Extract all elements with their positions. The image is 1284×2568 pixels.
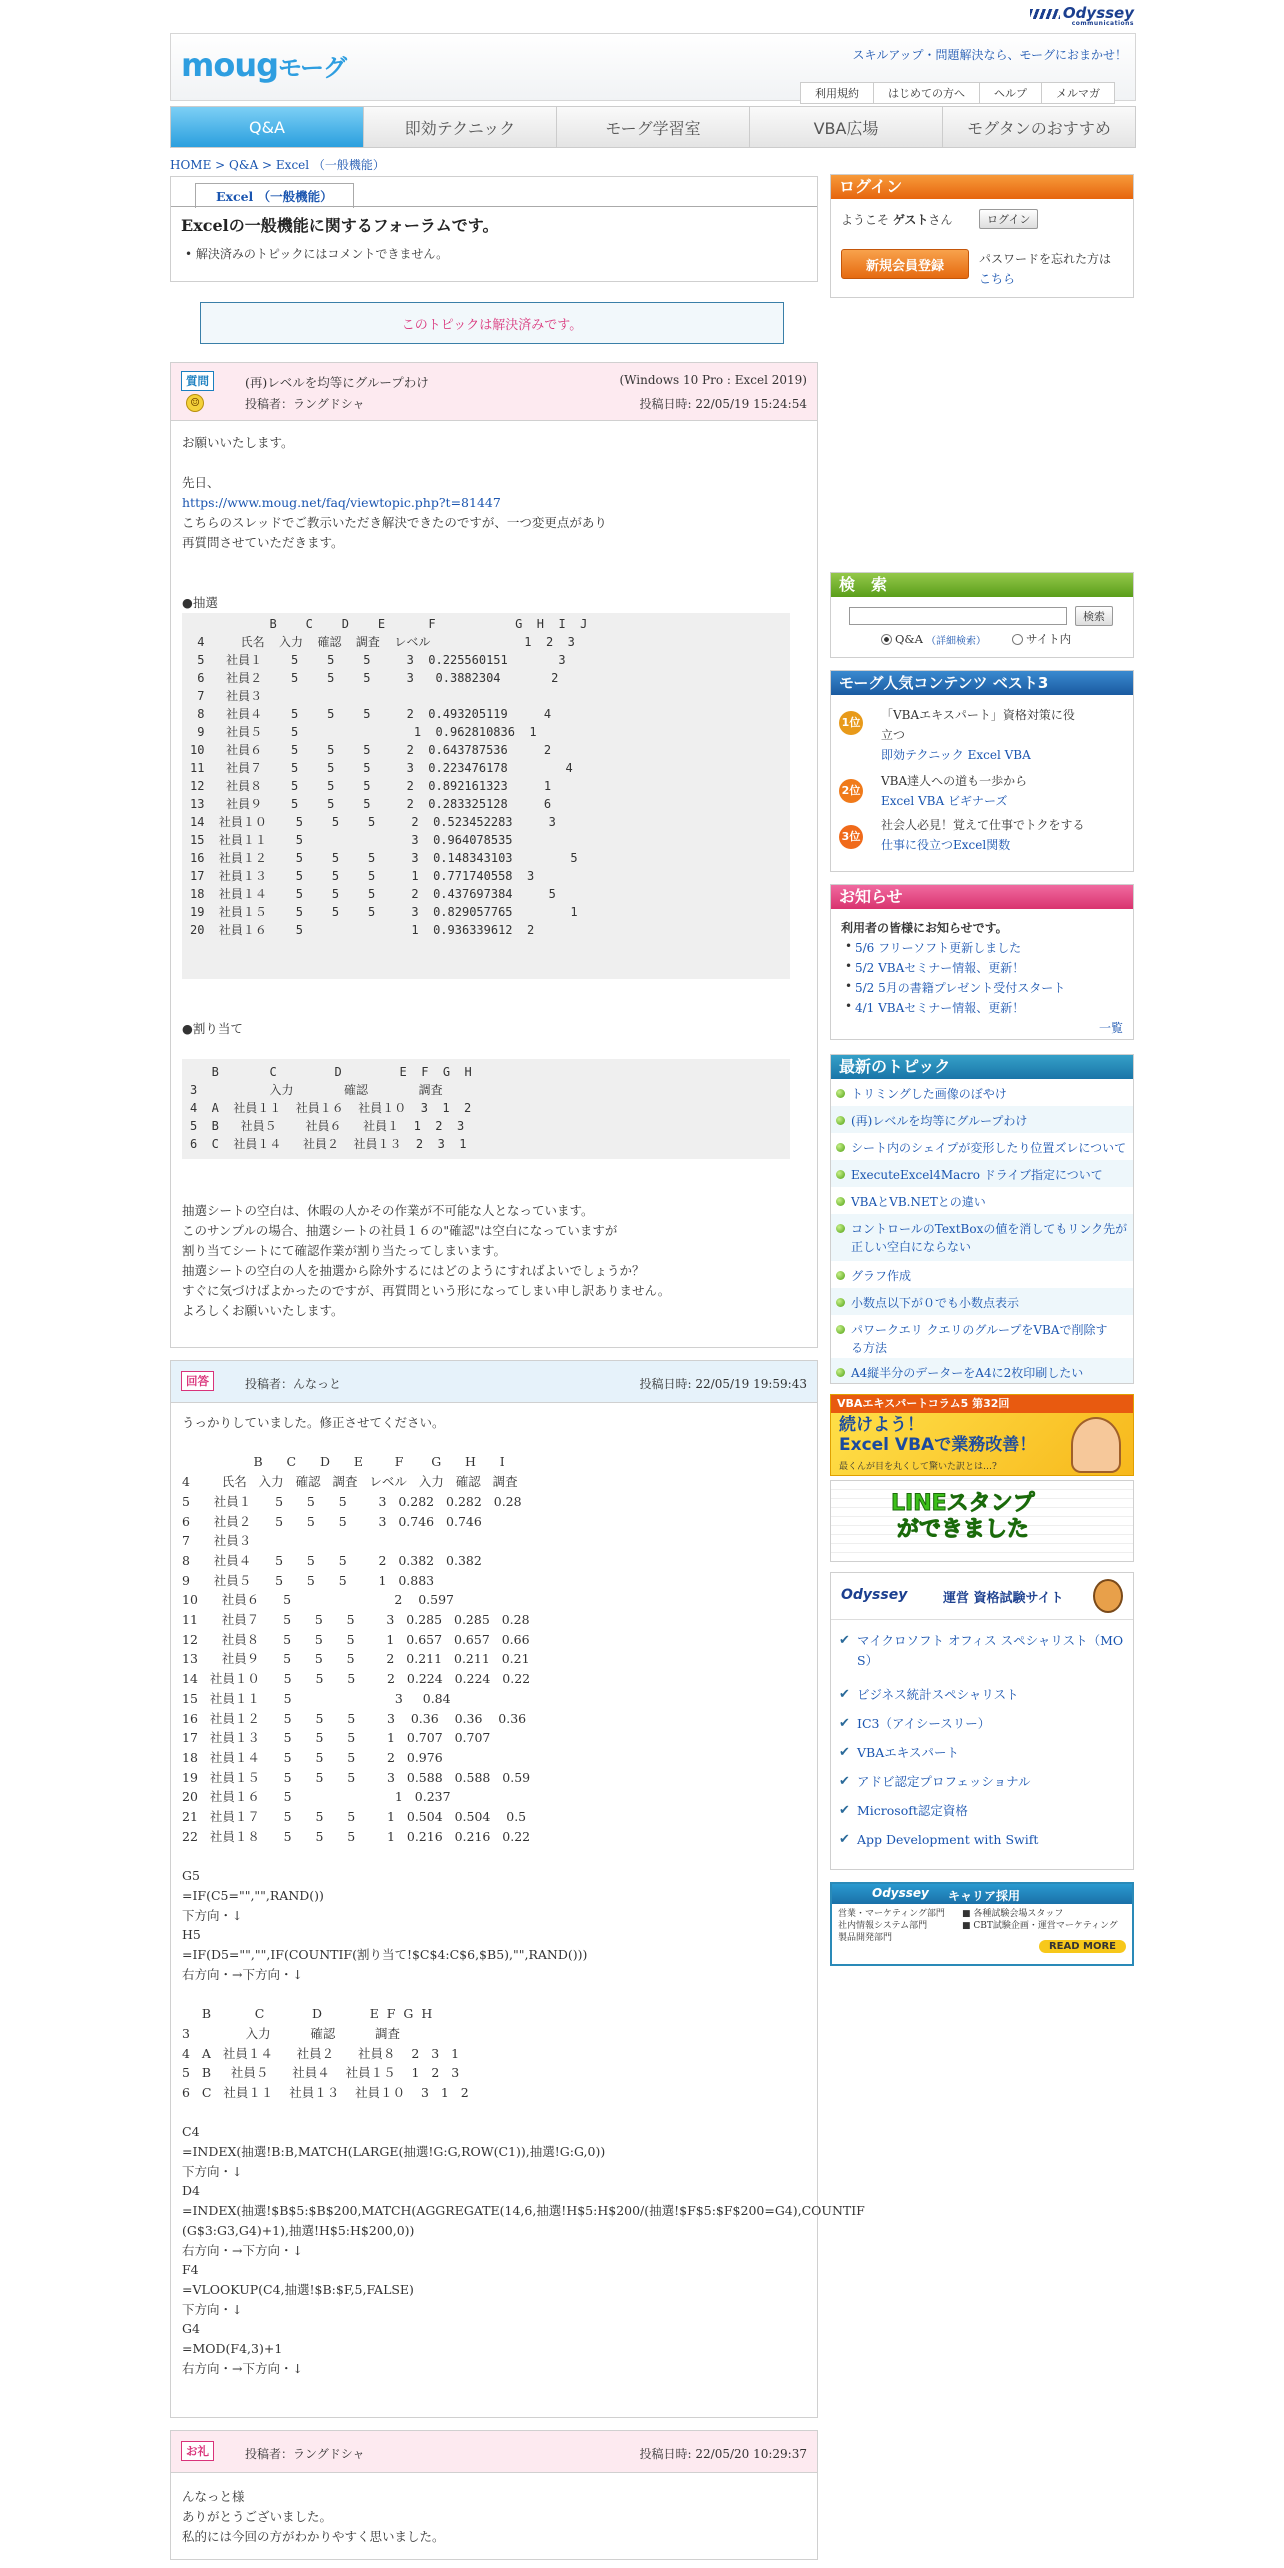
guest-name: ゲスト: [892, 213, 929, 227]
post-body-intro: お願いいたします。 先日、: [182, 435, 294, 490]
popular-link-3[interactable]: 仕事に役立つExcel関数: [881, 838, 1011, 852]
rank-2-icon: 2位: [839, 779, 863, 803]
cert-item[interactable]: ✔ App Development with Swift: [839, 1830, 1038, 1850]
career-banner[interactable]: Odyssey キャリア採用 営業・マーケティング部門 社内情報システム部門 製品開発部門 ■ 各種試験会場スタッフ ■ CBT試験企画・運営マーケティング READ MORE: [830, 1882, 1134, 1966]
answer-author: 投稿者：んなっと: [245, 1377, 342, 1391]
answer-badge: 回答: [181, 1371, 214, 1391]
topic-item[interactable]: (再)レベルを均等にグループわけ: [831, 1106, 1133, 1137]
link-help[interactable]: ヘルプ: [980, 83, 1042, 103]
topic-item[interactable]: トリミングした画像のぼやけ: [831, 1079, 1133, 1110]
post-environment: (Windows 10 Pro : Excel 2019): [619, 373, 807, 387]
link-beginners[interactable]: はじめての方へ: [874, 83, 980, 103]
resolved-banner: このトピックは解決済みです。: [200, 302, 784, 344]
topic-item[interactable]: 小数点以下が０でも小数点表示: [831, 1288, 1133, 1319]
thanks-author: 投稿者：ラングドシャ: [245, 2447, 365, 2461]
nav-qa[interactable]: Q&A: [171, 107, 364, 147]
news-box: お知らせ 利用者の皆様にお知らせです。 • 5/6 フリーソフト更新しました • 5/2 VBAセミナー情報、更新！ • 5/2 5月の書籍プレゼント受付スタート • 4/1 VBAセミナー情報、更新！ 一覧: [830, 884, 1134, 1040]
cert-item[interactable]: ✔ マイクロソフト オフィス スペシャリスト（MO S）: [839, 1631, 1123, 1671]
post-date: 投稿日時: 22/05/19 15:24:54: [639, 397, 807, 411]
forum-header: [170, 176, 818, 282]
moug-logo[interactable]: mougモーグ: [181, 46, 347, 84]
post-link[interactable]: https://www.moug.net/faq/viewtopic.php?t=81447: [182, 495, 501, 510]
cert-item[interactable]: ✔ アドビ認定プロフェッショナル: [839, 1772, 1031, 1792]
breadcrumb: HOME > Q&A > Excel （一般機能）: [170, 158, 385, 172]
popular-title: モーグ人気コンテンツ ベスト3: [831, 671, 1133, 695]
search-box: 検 索 検索 Q&A （詳細検索） サイト内: [830, 572, 1134, 658]
answer-post: [170, 1360, 865, 2418]
popular-link-2[interactable]: Excel VBA ビギナーズ: [881, 794, 1008, 808]
topic-item[interactable]: パワークエリ クエリのグループをVBAで削除す る方法: [831, 1315, 1133, 1364]
nav-vba[interactable]: VBA広場: [750, 107, 943, 147]
login-button[interactable]: ログイン: [979, 209, 1038, 229]
post-body-outro: 抽選シートの空白は、休暇の人かその作業が不可能な人となっています。 このサンプルの場合、抽選シートの社員１６の"確認"は空白になっていますが 割り当てシートにて確認作業が割り当たってしまいます。 抽選シートの空白の人を抽選から除外するにはどのようにすればよいでしょうか？ すぐに気づけばよかったのですが、再質問という形になってしまい申し訳ありません。 よろしくお願いいたします。: [182, 1203, 671, 1318]
topic-item[interactable]: コントロールのTextBoxの値を消してもリンク先が 正しい空白にならない: [831, 1214, 1133, 1263]
register-button[interactable]: 新規会員登録: [841, 249, 969, 279]
topic-item[interactable]: VBAとVB.NETとの違い: [831, 1187, 1133, 1218]
topic-item[interactable]: ExecuteExcel4Macro ドライブ指定について: [831, 1160, 1133, 1191]
line-stamp-banner[interactable]: LINEスタンプ ができました: [830, 1480, 1134, 1562]
top-links: [800, 82, 1115, 104]
rank-3-icon: 3位: [839, 825, 863, 849]
forum-note: • 解決済みのトピックにはコメントできません。: [185, 245, 448, 262]
search-button[interactable]: 検索: [1075, 606, 1113, 626]
answer-date: 投稿日時: 22/05/19 19:59:43: [639, 1377, 807, 1391]
search-input[interactable]: [849, 607, 1067, 625]
thanks-post: [170, 2430, 818, 2560]
forum-title: Excelの一般機能に関するフォーラムです。: [181, 216, 499, 235]
news-item[interactable]: • 5/2 5月の書籍プレゼント受付スタート: [855, 979, 1065, 996]
nav-learning[interactable]: モーグ学習室: [557, 107, 750, 147]
latest-topics-box: [830, 1054, 1134, 1384]
assignment-table: B C D E F G H 3 入力 確認 調査 4 A 社員１１ 社員１６ 社員１０ 3 1 2 5 B 社員５ 社員６ 社員１ 1 2 3 6 C 社員１４ 社員２ 社員１３ 2 3 1: [182, 1059, 790, 1159]
cert-item[interactable]: ✔ ビジネス統計スペシャリスト: [839, 1685, 1019, 1705]
read-more-button[interactable]: READ MORE: [1039, 1940, 1126, 1953]
main-nav: [170, 106, 1136, 148]
radio-qa[interactable]: [881, 634, 892, 645]
rank-1-icon: 1位: [839, 711, 863, 735]
breadcrumb-home[interactable]: HOME: [170, 158, 212, 172]
popular-box: モーグ人気コンテンツ ベスト3 1位 「VBAエキスパート」資格対策に役 立つ 即効テクニック Excel VBA 2位 VBA達人への道も一歩から Excel VBA ビギナーズ 3位 社会人必見！覚えて仕事でトクをする 仕事に役立つExcel関数: [830, 670, 1134, 872]
forum-tab[interactable]: Excel （一般機能）: [195, 183, 354, 208]
radio-site[interactable]: [1012, 634, 1023, 645]
post-title: (再)レベルを均等にグループわけ: [245, 375, 429, 390]
answer-body: うっかりしていました。修正させてください。 B C D E F G H I 4 氏名 入力 確認 調査 レベル 入力 確認 調査 5 社員１ 5 5 5 3 0.282 0.282 0.28 6 社員２ 5 5 5 3 0.746 0.746 7 社員３ 8 社員４ 5 5 5 2 0.382 0.382 9 社員５ 5 5 5 1 0.883 10 社員６ 5 2 0.597 11 社員７ 5 5 5 3 0.285 0.285 0.28 12 社員８ 5 5 5 1 0.657 0.657 0.66 13 社員９ 5 5 5 2 0.211 0.211 0.21 14 社員１０ 5 5 5 2 0.224 0.224 0.22 15 社員１１ 5 3 0.84 16 社員１２ 5 5 5 3 0.36 0.36 0.36 17 社員１３ 5 5 5 1 0.707 0.707 18 社員１４ 5 5 5 2 0.976 19 社員１５ 5 5 5 3 0.588 0.588 0.59 20 社員１６ 5 1 0.237 21 社員１７ 5 5 5 1 0.504 0.504 0.5 22 社員１８ 5 5 5 1 0.216 0.216 0.22 G5 =IF(C5="","",RAND()) 下方向・↓ H5 =IF(D5="","",IF(COUNTIF(割り当て!$C$4:C$6,$B5),"",RAND())) 右方向・→下方向・↓ B C D E F G H 3 入力 確認 調査 4 A 社員１４ 社員２ 社員８ 2 3 1 5 B 社員５ 社員４ 社員１５ 1 2 3 6 C 社員１１ 社員１３ 社員１０ 3 1 2 C4 =INDEX(抽選!B:B,MATCH(LARGE(抽選!G:G,ROW(C1)),抽選!G:G,0)) 下方向・↓ D4 =INDEX(抽選!$B$5:$B$200,MATCH(AGGREGATE(14,6,抽選!H$5:H$200/(抽選!$F$5:$F$200=G4),COUNTIF (G$3:G3,G4)+1),抽選!H$5:H$200,0)) 右方向・→下方向・↓ F4 =VLOOKUP(C4,抽選!$B:$F,5,FALSE) 下方向・↓ G4 =MOD(F4,3)+1 右方向・→下方向・↓: [182, 1415, 865, 2376]
tagline: スキルアップ・問題解決なら、モーグにおまかせ！: [852, 48, 1127, 62]
smile-icon: ☺: [186, 394, 204, 412]
link-mailmag[interactable]: メルマガ: [1056, 87, 1100, 100]
forgot-text: パスワードを忘れた方は: [979, 252, 1112, 266]
thanks-badge: お礼: [181, 2441, 214, 2461]
search-title: 検 索: [831, 573, 1133, 597]
cert-item[interactable]: ✔ VBAエキスパート: [839, 1743, 959, 1763]
odyssey-small-logo: Odyssey: [841, 1587, 908, 1603]
news-item[interactable]: • 5/2 VBAセミナー情報、更新！: [855, 959, 1024, 976]
post-body-mid: ●割り当て: [182, 1021, 243, 1036]
news-more-link[interactable]: 一覧: [1098, 1021, 1123, 1035]
breadcrumb-current: Excel （一般機能）: [275, 158, 385, 172]
character-illustration: [1071, 1417, 1121, 1473]
question-post: [170, 362, 818, 1348]
mascot-icon: [1093, 1579, 1123, 1613]
cert-sites-box: Odyssey 運営 資格試験サイト ✔ マイクロソフト オフィス スペシャリスト（MO S） ✔ ビジネス統計スペシャリスト ✔ IC3（アイシースリー） ✔ VBAエキスパート ✔ アドビ認定プロフェッショナル ✔ Microsoft認定資格 ✔ App Development with Swift: [830, 1572, 1134, 1870]
topic-item[interactable]: A4縦半分のデーターをA4に2枚印刷したい: [831, 1358, 1133, 1384]
post-author: 投稿者：ラングドシャ: [245, 397, 365, 411]
login-box: ログイン ようこそ ゲストさん ログイン 新規会員登録 パスワードを忘れた方は こちら: [830, 174, 1134, 298]
site-header: [170, 33, 1136, 101]
vba-column-banner[interactable]: VBAエキスパートコラム5 第32回 続けよう！ Excel VBAで業務改善！ 最くんが目を丸くして驚いた訳とは…?: [830, 1394, 1134, 1476]
lottery-table: B C D E F G H I J 4 氏名 入力 確認 調査 レベル 1 2 3 5 社員１ 5 5 5 3 0.225560151 3 6 社員２ 5 5 5 3 0.3882304 2 7 社員３ 8 社員４ 5 5 5 2 0.493205119 4 9 社員５ 5 1 0.962810836 1 10 社員６ 5 5 5 2 0.643787536 2 11 社員７ 5 5 5 3 0.223476178 4 12 社員８ 5 5 5 2 0.892161323 1 13 社員９ 5 5 5 2 0.283325128 6 14 社員１０ 5 5 5 2 0.523452283 3 15 社員１１ 5 3 0.964078535 16 社員１２ 5 5 5 3 0.148343103 5 17 社員１３ 5 5 5 1 0.771740558 3 18 社員１４ 5 5 5 2 0.437697384 5 19 社員１５ 5 5 5 3 0.829057765 1 20 社員１６ 5 1 0.936339612 2: [182, 613, 790, 979]
forgot-link[interactable]: こちら: [979, 272, 1016, 286]
thanks-body: んなっと様 ありがとうございました。 私的には今回の方がわかりやすく思いました。: [182, 2489, 445, 2544]
news-item[interactable]: • 4/1 VBAセミナー情報、更新！: [855, 999, 1024, 1016]
thanks-date: 投稿日時: 22/05/20 10:29:37: [639, 2447, 807, 2461]
post-body-intro2: こちらのスレッドでご教示いただき解決できたのですが、一つ変更点があり 再質問させていただきます。 ●抽選: [182, 515, 607, 610]
topic-item[interactable]: シート内のシェイプが変形したり位置ズレについて: [831, 1133, 1133, 1164]
question-badge: 質問: [181, 371, 214, 391]
topics-title: 最新のトピック: [831, 1055, 1133, 1079]
nav-recommend[interactable]: モグタンのおすすめ: [943, 107, 1135, 147]
cert-item[interactable]: ✔ IC3（アイシースリー）: [839, 1714, 990, 1734]
advanced-search-link[interactable]: （詳細検索）: [925, 635, 986, 647]
link-terms[interactable]: 利用規約: [801, 83, 874, 103]
topic-item[interactable]: グラフ作成: [831, 1261, 1133, 1292]
cert-item[interactable]: ✔ Microsoft認定資格: [839, 1801, 968, 1821]
news-title: お知らせ: [831, 885, 1133, 909]
news-item[interactable]: • 5/6 フリーソフト更新しました: [855, 939, 1021, 956]
nav-techniques[interactable]: 即効テクニック: [364, 107, 557, 147]
popular-link-1[interactable]: 即効テクニック Excel VBA: [881, 748, 1031, 762]
odyssey-logo[interactable]: Odyssey communications: [1030, 4, 1134, 22]
breadcrumb-qa[interactable]: Q&A: [229, 158, 259, 172]
login-title: ログイン: [831, 175, 1133, 199]
